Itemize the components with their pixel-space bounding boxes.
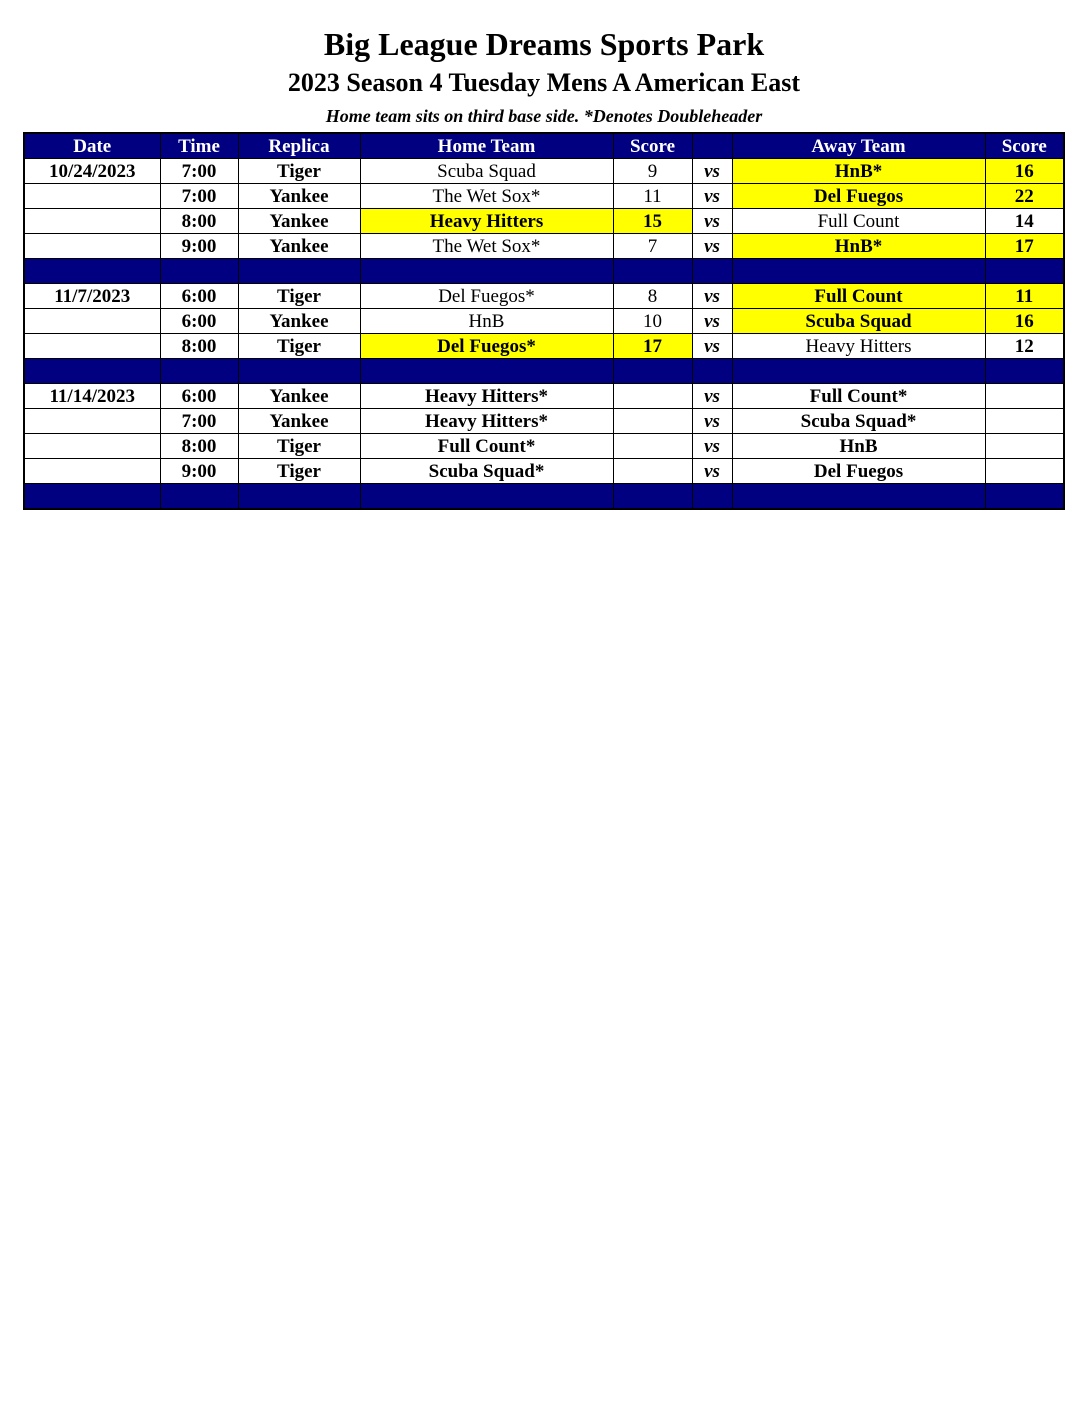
cell-vs: vs [692,209,732,234]
separator-cell [613,259,692,284]
separator-cell [24,484,160,510]
cell-home-team: Heavy Hitters* [360,409,613,434]
cell-away-score: 17 [985,234,1064,259]
cell-time: 7:00 [160,184,238,209]
separator-cell [985,359,1064,384]
cell-home-team: Heavy Hitters* [360,384,613,409]
cell-date: 11/7/2023 [24,284,160,309]
cell-time: 6:00 [160,284,238,309]
table-row [24,234,1064,259]
separator-row [24,484,1064,510]
cell-home-score: 15 [613,209,692,234]
page-title: Big League Dreams Sports Park [323,26,765,62]
cell-time: 6:00 [160,309,238,334]
column-header-home-team: Home Team [360,133,613,159]
cell-away-score: 22 [985,184,1064,209]
cell-replica: Yankee [238,409,360,434]
cell-vs: vs [692,184,732,209]
separator-cell [360,259,613,284]
cell-away-score: 14 [985,209,1064,234]
cell-away-score: 16 [985,309,1064,334]
separator-cell [613,359,692,384]
cell-date: 11/14/2023 [24,384,160,409]
table-row [24,384,1064,409]
cell-time: 8:00 [160,334,238,359]
column-header-time: Time [160,133,238,159]
cell-replica: Tiger [238,459,360,484]
cell-vs: vs [692,434,732,459]
separator-cell [160,259,238,284]
separator-cell [360,359,613,384]
cell-away-team: Del Fuegos [732,184,985,209]
cell-away-score: 16 [985,159,1064,184]
cell-time: 6:00 [160,384,238,409]
separator-cell [24,259,160,284]
cell-vs: vs [692,234,732,259]
column-header-away-score: Score [985,133,1064,159]
separator-cell [360,484,613,510]
cell-vs: vs [692,159,732,184]
cell-home-team: Heavy Hitters [360,209,613,234]
schedule-body [24,159,1064,510]
page-note: Home team sits on third base side. *Denotes Doubleheader [325,106,763,126]
separator-cell [732,484,985,510]
cell-home-team: The Wet Sox* [360,234,613,259]
table-row [24,434,1064,459]
separator-cell [692,359,732,384]
cell-home-team: Del Fuegos* [360,334,613,359]
cell-replica: Yankee [238,184,360,209]
table-row [24,184,1064,209]
cell-away-score [985,459,1064,484]
separator-cell [238,484,360,510]
cell-date [24,459,160,484]
cell-home-score: 11 [613,184,692,209]
cell-away-team: HnB* [732,159,985,184]
cell-home-score: 10 [613,309,692,334]
cell-home-score [613,384,692,409]
cell-replica: Tiger [238,284,360,309]
cell-away-team: Scuba Squad* [732,409,985,434]
cell-away-team: Full Count* [732,384,985,409]
cell-replica: Yankee [238,234,360,259]
separator-cell [238,359,360,384]
table-row [24,309,1064,334]
table-row [24,334,1064,359]
cell-home-score [613,434,692,459]
cell-home-team: Scuba Squad [360,159,613,184]
cell-time: 8:00 [160,434,238,459]
schedule-table [23,132,1065,510]
separator-cell [732,259,985,284]
separator-cell [985,259,1064,284]
cell-replica: Yankee [238,209,360,234]
cell-home-score: 8 [613,284,692,309]
cell-time: 8:00 [160,209,238,234]
column-header-away-team: Away Team [732,133,985,159]
cell-date [24,309,160,334]
cell-away-score [985,434,1064,459]
page-subtitle: 2023 Season 4 Tuesday Mens A American East [287,68,801,97]
cell-vs: vs [692,334,732,359]
cell-date [24,209,160,234]
cell-vs: vs [692,384,732,409]
cell-date: 10/24/2023 [24,159,160,184]
cell-replica: Yankee [238,384,360,409]
cell-away-score: 11 [985,284,1064,309]
table-row [24,459,1064,484]
column-header-date: Date [24,133,160,159]
column-header-vs [692,133,732,159]
cell-date [24,409,160,434]
cell-home-team: Scuba Squad* [360,459,613,484]
separator-cell [985,484,1064,510]
cell-away-team: Full Count [732,209,985,234]
cell-vs: vs [692,459,732,484]
cell-away-team: Scuba Squad [732,309,985,334]
cell-date [24,334,160,359]
cell-vs: vs [692,284,732,309]
separator-cell [238,259,360,284]
cell-home-score: 7 [613,234,692,259]
cell-replica: Tiger [238,159,360,184]
cell-away-team: Del Fuegos [732,459,985,484]
cell-replica: Tiger [238,434,360,459]
cell-away-team: Heavy Hitters [732,334,985,359]
separator-row [24,259,1064,284]
cell-replica: Yankee [238,309,360,334]
cell-time: 7:00 [160,159,238,184]
cell-away-team: HnB [732,434,985,459]
cell-time: 9:00 [160,459,238,484]
cell-vs: vs [692,409,732,434]
separator-cell [692,484,732,510]
cell-home-team: HnB [360,309,613,334]
table-row [24,209,1064,234]
cell-home-score: 17 [613,334,692,359]
cell-date [24,434,160,459]
separator-cell [24,359,160,384]
cell-away-team: HnB* [732,234,985,259]
separator-cell [160,484,238,510]
cell-away-score [985,384,1064,409]
cell-home-score [613,409,692,434]
cell-date [24,184,160,209]
cell-away-score: 12 [985,334,1064,359]
separator-cell [160,359,238,384]
separator-cell [692,259,732,284]
cell-date [24,234,160,259]
table-row [24,159,1064,184]
cell-away-team: Full Count [732,284,985,309]
cell-home-team: Full Count* [360,434,613,459]
cell-vs: vs [692,309,732,334]
cell-time: 7:00 [160,409,238,434]
table-row [24,409,1064,434]
column-header-home-score: Score [613,133,692,159]
cell-home-score [613,459,692,484]
cell-away-score [985,409,1064,434]
separator-cell [613,484,692,510]
cell-time: 9:00 [160,234,238,259]
cell-home-team: The Wet Sox* [360,184,613,209]
cell-home-team: Del Fuegos* [360,284,613,309]
table-row [24,284,1064,309]
cell-home-score: 9 [613,159,692,184]
cell-replica: Tiger [238,334,360,359]
table-header-row [24,133,1064,159]
column-header-replica: Replica [238,133,360,159]
separator-row [24,359,1064,384]
separator-cell [732,359,985,384]
